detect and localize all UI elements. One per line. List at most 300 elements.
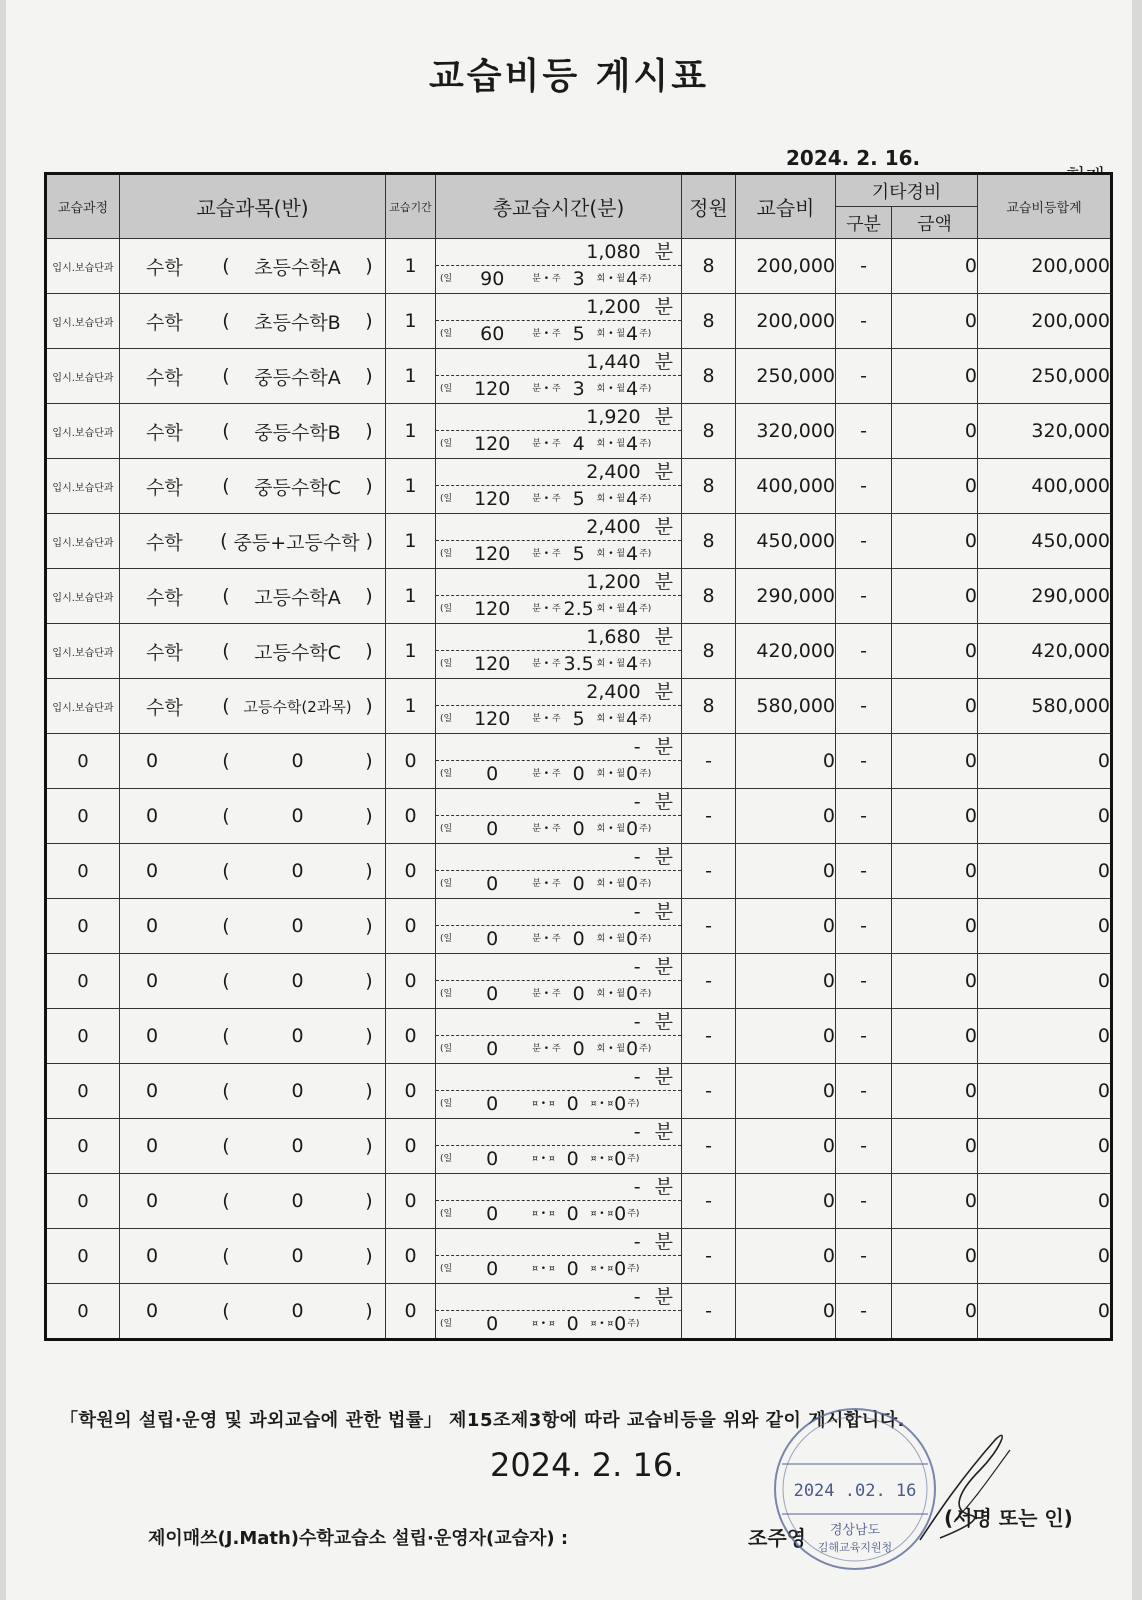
weeks-per-month: 0: [614, 1258, 627, 1280]
per-week-label: 분 • 주: [532, 659, 561, 669]
cell-period: 1: [386, 569, 436, 624]
minutes-per-day: 0: [486, 1093, 499, 1115]
cell-course: 0: [46, 899, 120, 954]
cell-period: 0: [386, 734, 436, 789]
subject-name: 0: [146, 860, 159, 882]
cell-total: 0: [978, 844, 1112, 899]
cell-total-time: [436, 569, 682, 624]
cell-other-type: -: [836, 514, 892, 569]
weeks-per-month: 0: [626, 818, 639, 840]
stamp-office-line2: 김해교육지원청: [817, 1541, 893, 1554]
weeks-per-month: 0: [626, 928, 639, 950]
cell-total-time: [436, 1119, 682, 1174]
cell-capacity: 8: [682, 569, 736, 624]
cell-course: 입시.보습단과: [46, 569, 120, 624]
header-total: 교습비등합계: [978, 174, 1112, 239]
cell-capacity: 8: [682, 239, 736, 294]
weeks-per-month: 0: [626, 983, 639, 1005]
day-prefix: (일: [440, 439, 453, 449]
cell-capacity: 8: [682, 514, 736, 569]
cell-other-amount: 0: [892, 624, 978, 679]
day-prefix: (일: [440, 1264, 453, 1274]
times-month-label: ¤ • ¤: [590, 1264, 614, 1274]
times-month-label: 회 • 월: [596, 439, 626, 449]
sessions-per-week: 0: [566, 1313, 579, 1335]
total-minutes: 1,920: [586, 406, 641, 428]
sessions-per-week: 0: [572, 983, 585, 1005]
subject-name: 0: [146, 1300, 159, 1322]
sessions-per-week: 0: [566, 1093, 579, 1115]
cell-tuition: 320,000: [736, 404, 836, 459]
cell-subject: [120, 734, 386, 789]
cell-capacity: -: [682, 1174, 736, 1229]
cell-tuition: 420,000: [736, 624, 836, 679]
day-prefix: (일: [440, 714, 453, 724]
per-week-label: 분 • 주: [532, 274, 561, 284]
cell-period: 0: [386, 1229, 436, 1284]
cell-total-time: [436, 954, 682, 1009]
cell-tuition: 580,000: [736, 679, 836, 734]
close-paren: ): [365, 1080, 373, 1102]
close-paren: ): [365, 750, 373, 772]
class-name: 중등수학A: [254, 366, 341, 389]
weeks-close: 주): [639, 824, 652, 834]
per-week-label: 분 • 주: [532, 714, 561, 724]
class-name: 0: [291, 915, 304, 937]
cell-capacity: 8: [682, 349, 736, 404]
minute-unit: 분: [654, 1231, 673, 1253]
total-minutes: -: [633, 736, 641, 758]
header-course: 교습과정: [46, 174, 120, 239]
close-paren: ): [365, 915, 373, 937]
cell-tuition: 0: [736, 1119, 836, 1174]
cell-other-type: -: [836, 1174, 892, 1229]
sessions-per-week: 0: [566, 1258, 579, 1280]
close-paren: ): [365, 695, 373, 717]
cell-subject: [120, 239, 386, 294]
open-paren: (: [222, 310, 230, 332]
cell-other-amount: 0: [892, 239, 978, 294]
weeks-close: 주): [627, 1154, 640, 1164]
class-name: 고등수학A: [254, 586, 341, 609]
table-row: [46, 624, 1112, 679]
as-of-date: 2024. 2. 16.: [786, 146, 921, 170]
sessions-per-week: 5: [572, 708, 585, 730]
cell-other-amount: 0: [892, 679, 978, 734]
cell-other-amount: 0: [892, 844, 978, 899]
minute-unit: 분: [654, 516, 673, 538]
cell-tuition: 290,000: [736, 569, 836, 624]
cell-course: 입시.보습단과: [46, 514, 120, 569]
close-paren: ): [365, 640, 373, 662]
cell-subject: [120, 404, 386, 459]
cell-total: 250,000: [978, 349, 1112, 404]
cell-total: 420,000: [978, 624, 1112, 679]
close-paren: ): [365, 1300, 373, 1322]
cell-subject: [120, 789, 386, 844]
minute-unit: 분: [654, 681, 673, 703]
cell-other-amount: 0: [892, 954, 978, 1009]
minute-unit: 분: [654, 296, 673, 318]
per-week-label: ¤ • ¤: [532, 1099, 555, 1109]
times-month-label: 회 • 월: [596, 494, 626, 504]
header-capacity: 정원: [682, 174, 736, 239]
class-name: 고등수학C: [254, 641, 341, 664]
close-paren: ): [365, 1190, 373, 1212]
minute-unit: 분: [654, 956, 673, 978]
operator-name: 조주영: [748, 1526, 806, 1550]
weeks-per-month: 0: [626, 873, 639, 895]
cell-total-time: [436, 844, 682, 899]
weeks-close: 주): [639, 494, 652, 504]
cell-other-type: -: [836, 1009, 892, 1064]
cell-subject: [120, 1229, 386, 1284]
minute-unit: 분: [654, 736, 673, 758]
close-paren: ): [365, 475, 373, 497]
cell-other-amount: 0: [892, 294, 978, 349]
minute-unit: 분: [654, 791, 673, 813]
subject-name: 0: [146, 1080, 159, 1102]
weeks-per-month: 0: [626, 763, 639, 785]
weeks-per-month: 0: [614, 1148, 627, 1170]
minutes-per-day: 0: [486, 1313, 499, 1335]
per-week-label: 분 • 주: [532, 1044, 561, 1054]
times-month-label: 회 • 월: [596, 1044, 626, 1054]
minutes-per-day: 90: [480, 268, 505, 290]
cell-subject: [120, 294, 386, 349]
cell-total-time: [436, 349, 682, 404]
open-paren: (: [222, 1190, 230, 1212]
header-tuition: 교습비: [736, 174, 836, 239]
cell-other-type: -: [836, 1119, 892, 1174]
class-name: 중등+고등수학: [233, 531, 360, 554]
per-week-label: 분 • 주: [532, 824, 561, 834]
class-name: 고등수학(2과목): [243, 697, 352, 716]
cell-other-amount: 0: [892, 1119, 978, 1174]
cell-tuition: 200,000: [736, 294, 836, 349]
open-paren: (: [222, 475, 230, 497]
cell-period: 0: [386, 789, 436, 844]
cell-period: 1: [386, 239, 436, 294]
open-paren: (: [222, 365, 230, 387]
minutes-per-day: 120: [474, 378, 511, 400]
total-minutes: 1,200: [586, 571, 641, 593]
cell-capacity: 8: [682, 624, 736, 679]
close-paren: ): [365, 585, 373, 607]
weeks-per-month: 4: [626, 598, 639, 620]
cell-subject: [120, 1064, 386, 1119]
close-paren: ): [365, 530, 373, 552]
day-prefix: (일: [440, 494, 453, 504]
total-minutes: 1,200: [586, 296, 641, 318]
cell-capacity: 8: [682, 294, 736, 349]
times-month-label: ¤ • ¤: [590, 1099, 614, 1109]
weeks-close: 주): [639, 934, 652, 944]
sessions-per-week: 5: [572, 323, 585, 345]
open-paren: (: [222, 255, 230, 277]
cell-tuition: 0: [736, 899, 836, 954]
sessions-per-week: 0: [572, 818, 585, 840]
cell-other-amount: 0: [892, 569, 978, 624]
minutes-per-day: 0: [486, 928, 499, 950]
per-week-label: ¤ • ¤: [532, 1264, 555, 1274]
open-paren: (: [222, 695, 230, 717]
open-paren: (: [222, 1135, 230, 1157]
table-row: [46, 734, 1112, 789]
cell-total-time: [436, 789, 682, 844]
weeks-close: 주): [639, 329, 652, 339]
subject-name: 수학: [146, 366, 183, 389]
cell-total-time: [436, 1284, 682, 1340]
cell-capacity: -: [682, 1284, 736, 1340]
cell-total-time: [436, 1064, 682, 1119]
subject-name: 수학: [146, 311, 183, 334]
day-prefix: (일: [440, 549, 453, 559]
close-paren: ): [365, 805, 373, 827]
class-name: 0: [291, 1025, 304, 1047]
total-minutes: 2,400: [586, 681, 641, 703]
cell-capacity: 8: [682, 459, 736, 514]
class-name: 초등수학A: [254, 256, 341, 279]
subject-name: 수학: [146, 531, 183, 554]
table-row: [46, 1229, 1112, 1284]
cell-total-time: [436, 459, 682, 514]
weeks-per-month: 4: [626, 268, 639, 290]
cell-subject: [120, 569, 386, 624]
fee-table: [44, 172, 1113, 1341]
weeks-per-month: 4: [626, 323, 639, 345]
day-prefix: (일: [440, 989, 453, 999]
cell-period: 1: [386, 404, 436, 459]
header-other-type: 구분: [836, 207, 892, 239]
sessions-per-week: 4: [572, 433, 585, 455]
cell-total-time: [436, 514, 682, 569]
day-prefix: (일: [440, 274, 453, 284]
cell-tuition: 250,000: [736, 349, 836, 404]
weeks-close: 주): [639, 714, 652, 724]
header-other-amount: 금액: [892, 207, 978, 239]
total-minutes: -: [633, 846, 641, 868]
cell-course: 입시.보습단과: [46, 349, 120, 404]
class-name: 초등수학B: [254, 311, 341, 334]
day-prefix: (일: [440, 604, 453, 614]
per-week-label: 분 • 주: [532, 934, 561, 944]
class-name: 0: [291, 750, 304, 772]
cell-total-time: [436, 1174, 682, 1229]
weeks-close: 주): [639, 274, 652, 284]
minutes-per-day: 120: [474, 543, 511, 565]
subject-name: 0: [146, 915, 159, 937]
table-row: [46, 1284, 1112, 1340]
cell-tuition: 0: [736, 1174, 836, 1229]
cell-total: 580,000: [978, 679, 1112, 734]
cell-capacity: -: [682, 789, 736, 844]
cell-tuition: 200,000: [736, 239, 836, 294]
subject-name: 수학: [146, 256, 183, 279]
sessions-per-week: 5: [572, 543, 585, 565]
sessions-per-week: 0: [566, 1203, 579, 1225]
fee-table-body: [46, 239, 1112, 1340]
weeks-per-month: 4: [626, 433, 639, 455]
stamp-date: 2024 .02. 16: [793, 1481, 917, 1501]
cell-other-amount: 0: [892, 789, 978, 844]
cell-course: 0: [46, 1229, 120, 1284]
per-week-label: 분 • 주: [532, 329, 561, 339]
cell-course: 0: [46, 1174, 120, 1229]
weeks-per-month: 4: [626, 653, 639, 675]
minute-unit: 분: [654, 1066, 673, 1088]
minute-unit: 분: [654, 241, 673, 263]
subject-name: 0: [146, 970, 159, 992]
cell-other-type: -: [836, 1229, 892, 1284]
weeks-close: 주): [639, 549, 652, 559]
sessions-per-week: 5: [572, 488, 585, 510]
times-month-label: 회 • 월: [596, 549, 626, 559]
table-row: [46, 1119, 1112, 1174]
minute-unit: 분: [654, 406, 673, 428]
times-month-label: 회 • 월: [596, 824, 626, 834]
times-month-label: 회 • 월: [596, 714, 626, 724]
per-week-label: ¤ • ¤: [532, 1209, 555, 1219]
minutes-per-day: 0: [486, 983, 499, 1005]
subject-name: 0: [146, 1025, 159, 1047]
per-week-label: 분 • 주: [532, 494, 561, 504]
close-paren: ): [365, 970, 373, 992]
day-prefix: (일: [440, 659, 453, 669]
open-paren: (: [222, 640, 230, 662]
close-paren: ): [365, 1135, 373, 1157]
cell-other-type: -: [836, 239, 892, 294]
cell-capacity: -: [682, 1119, 736, 1174]
minute-unit: 분: [654, 1121, 673, 1143]
cell-tuition: 0: [736, 1009, 836, 1064]
cell-subject: [120, 954, 386, 1009]
cell-total: 0: [978, 954, 1112, 1009]
cell-other-amount: 0: [892, 514, 978, 569]
cell-total: 0: [978, 1229, 1112, 1284]
per-week-label: 분 • 주: [532, 439, 561, 449]
cell-other-amount: 0: [892, 349, 978, 404]
total-minutes: -: [633, 1231, 641, 1253]
table-row: [46, 459, 1112, 514]
per-week-label: 분 • 주: [532, 769, 561, 779]
cell-capacity: -: [682, 1064, 736, 1119]
cell-other-type: -: [836, 459, 892, 514]
total-minutes: 2,400: [586, 516, 641, 538]
cell-other-amount: 0: [892, 404, 978, 459]
weeks-per-month: 0: [614, 1203, 627, 1225]
weeks-close: 주): [639, 384, 652, 394]
cell-other-type: -: [836, 844, 892, 899]
cell-tuition: 450,000: [736, 514, 836, 569]
posting-date: 2024. 2. 16.: [490, 1446, 684, 1484]
cell-other-type: -: [836, 954, 892, 1009]
day-prefix: (일: [440, 1154, 453, 1164]
cell-subject: [120, 844, 386, 899]
close-paren: ): [365, 1245, 373, 1267]
cell-other-type: -: [836, 899, 892, 954]
weeks-per-month: 0: [626, 1038, 639, 1060]
subject-name: 0: [146, 1190, 159, 1212]
times-month-label: ¤ • ¤: [590, 1154, 614, 1164]
cell-total: 0: [978, 1119, 1112, 1174]
open-paren: (: [222, 1080, 230, 1102]
day-prefix: (일: [440, 879, 453, 889]
subject-name: 수학: [146, 476, 183, 499]
day-prefix: (일: [440, 824, 453, 834]
cell-total: 320,000: [978, 404, 1112, 459]
sign-note: (서명 또는 인): [944, 1506, 1073, 1530]
total-minutes: -: [633, 1176, 641, 1198]
subject-name: 0: [146, 805, 159, 827]
total-minutes: 1,080: [586, 241, 641, 263]
cell-period: 1: [386, 349, 436, 404]
total-minutes: 2,400: [586, 461, 641, 483]
minute-unit: 분: [654, 901, 673, 923]
per-week-label: ¤ • ¤: [532, 1319, 555, 1329]
class-name: 0: [291, 1190, 304, 1212]
minute-unit: 분: [654, 1176, 673, 1198]
cell-total-time: [436, 734, 682, 789]
subject-name: 수학: [146, 696, 183, 719]
weeks-per-month: 4: [626, 488, 639, 510]
cell-total: 0: [978, 1174, 1112, 1229]
cell-other-type: -: [836, 569, 892, 624]
close-paren: ): [365, 1025, 373, 1047]
sessions-per-week: 2.5: [563, 598, 594, 620]
minute-unit: 분: [654, 626, 673, 648]
cell-subject: [120, 459, 386, 514]
per-week-label: 분 • 주: [532, 549, 561, 559]
cell-course: 입시.보습단과: [46, 404, 120, 459]
open-paren: (: [222, 750, 230, 772]
cell-subject: [120, 1009, 386, 1064]
table-row: [46, 954, 1112, 1009]
total-minutes: 1,440: [586, 351, 641, 373]
cell-other-type: -: [836, 734, 892, 789]
cell-subject: [120, 1119, 386, 1174]
cell-other-type: -: [836, 404, 892, 459]
cell-capacity: 8: [682, 679, 736, 734]
cell-course: 입시.보습단과: [46, 624, 120, 679]
per-week-label: 분 • 주: [532, 604, 561, 614]
cell-tuition: 0: [736, 1064, 836, 1119]
times-month-label: 회 • 월: [596, 769, 626, 779]
cell-tuition: 0: [736, 1229, 836, 1284]
cell-total: 200,000: [978, 294, 1112, 349]
cell-total-time: [436, 239, 682, 294]
cell-other-type: -: [836, 294, 892, 349]
total-minutes: -: [633, 1286, 641, 1308]
cell-capacity: -: [682, 1229, 736, 1284]
minute-unit: 분: [654, 1286, 673, 1308]
times-month-label: 회 • 월: [596, 604, 626, 614]
day-prefix: (일: [440, 384, 453, 394]
times-month-label: 회 • 월: [596, 879, 626, 889]
sessions-per-week: 3: [572, 268, 585, 290]
times-month-label: 회 • 월: [596, 384, 626, 394]
weeks-per-month: 4: [626, 378, 639, 400]
class-name: 0: [291, 805, 304, 827]
cell-other-amount: 0: [892, 1009, 978, 1064]
class-name: 0: [291, 970, 304, 992]
minutes-per-day: 0: [486, 1258, 499, 1280]
weeks-per-month: 0: [614, 1093, 627, 1115]
open-paren: (: [222, 1245, 230, 1267]
cell-total: 0: [978, 789, 1112, 844]
header-period: 교습기간: [386, 174, 436, 239]
cell-course: 0: [46, 1284, 120, 1340]
